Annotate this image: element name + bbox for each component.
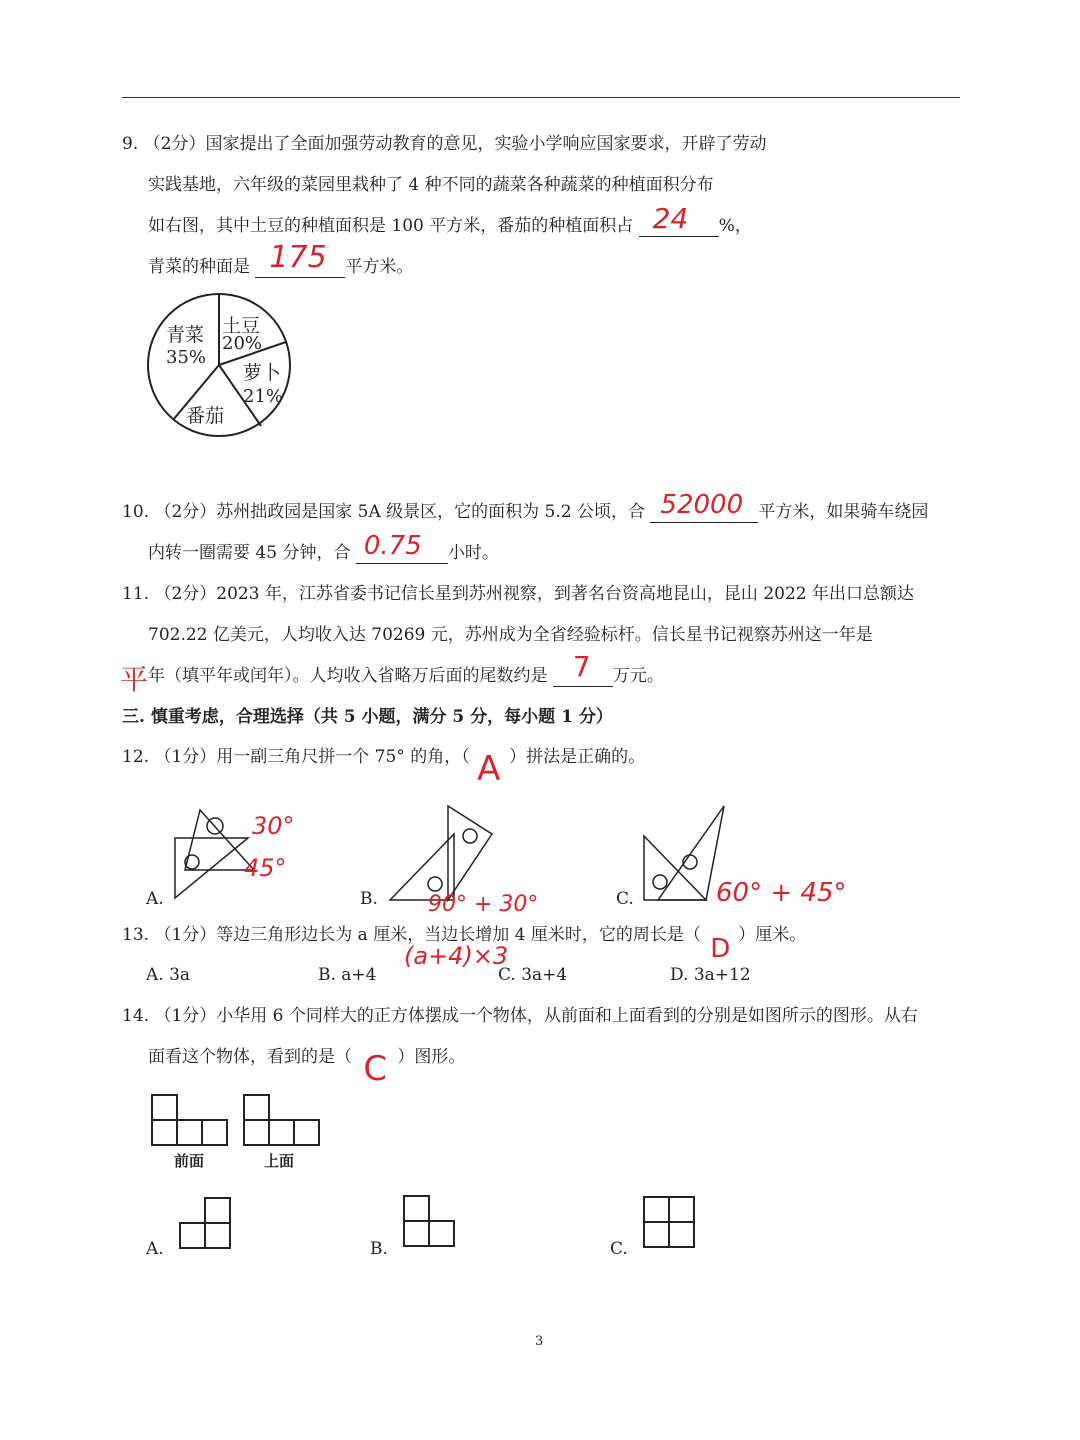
q9-line2: 实践基地，六年级的菜园里栽种了 4 种不同的蔬菜各种蔬菜的种植面积分布 (148, 175, 714, 195)
q11-line3-text: 年（填平年或闰年）。人均收入省略万后面的尾数约是 (148, 666, 548, 686)
q10-blank1[interactable] (650, 490, 758, 523)
q11-answer1: 平 (120, 663, 149, 696)
q10-line1-suffix: 平方米，如果骑车绕园 (758, 502, 929, 522)
q10-line2-suffix: 小时。 (447, 543, 499, 563)
q14-front-label: 前面 (174, 1152, 205, 1170)
q11-blank2[interactable] (553, 650, 613, 687)
q10-answer2: 0.75 (363, 531, 422, 561)
pie-label-tudou: 土豆 (222, 315, 261, 337)
q9-line1: 9. （2分）国家提出了全面加强劳动教育的意见，实验小学响应国家要求，开辟了劳动 (122, 134, 767, 154)
q9-line3-text: 如右图，其中土豆的种植面积是 100 平方米，番茄的种植面积占 (148, 216, 634, 236)
q14-front-view (151, 1094, 233, 1148)
q14-option-a-figure[interactable] (179, 1197, 233, 1251)
q14-answer: C (363, 1049, 388, 1089)
q13-option-b[interactable]: B. a+4 (318, 965, 377, 985)
pie-label-tudou-pct: 20% (222, 333, 263, 354)
q9-line4-suffix: 平方米。 (345, 257, 414, 277)
q12-note-c: 60° + 45° (716, 878, 847, 908)
q11-line3 (148, 650, 664, 687)
q11-line3-suffix: 万元。 (612, 666, 664, 686)
q10-line2-text: 内转一圈需要 45 分钟，合 (148, 543, 351, 563)
q14-line1: 14. （1分）小华用 6 个同样大的正方体摆成一个物体，从前面和上面看到的分别是如图所示的图形。从右 (122, 1006, 918, 1026)
q12-figure-b (388, 804, 498, 904)
q14-top-label: 上面 (264, 1152, 295, 1170)
q9-answer1: 24 (652, 202, 689, 235)
q13-line1-suffix: ）厘米。 (738, 925, 807, 945)
q14-option-c-figure[interactable] (643, 1196, 697, 1250)
q13-option-d[interactable]: D. 3a+12 (670, 965, 751, 985)
q14-top-view (243, 1094, 325, 1148)
q14-option-b[interactable]: B. (370, 1239, 388, 1259)
q9-line4-text: 青菜的种面是 (148, 257, 250, 277)
q9-line3 (148, 202, 752, 237)
q10-line1 (122, 490, 929, 523)
q14-option-a[interactable]: A. (146, 1239, 164, 1259)
pie-label-qingcai: 青菜 (166, 324, 205, 346)
pie-label-qingcai-pct: 35% (166, 347, 207, 368)
q14-line2-suffix: ）图形。 (397, 1047, 466, 1067)
q14-line2-text: 面看这个物体，看到的是（ (148, 1047, 352, 1067)
q13-line1-text: 13. （1分）等边三角形边长为 a 厘米，当边长增加 4 厘米时，它的周长是（ (122, 925, 701, 945)
section3-title: 三. 慎重考虑，合理选择（共 5 小题，满分 5 分，每小题 1 分） (122, 707, 613, 727)
q9-blank1[interactable] (639, 202, 719, 237)
q11-line1: 11. （2分）2023 年，江苏省委书记信长星到苏州视察，到著名台资高地昆山，昆山 2022 年出口总额达 (122, 584, 914, 604)
q12-answer: A (477, 749, 501, 789)
q12-note-b: 90° + 30° (428, 892, 539, 917)
q12-option-a[interactable]: A. (146, 889, 164, 909)
pie-label-luobo: 萝卜 (243, 362, 282, 384)
header-rule (122, 97, 960, 98)
q9-line4 (148, 240, 414, 278)
q9-line3-suffix: %， (718, 216, 752, 236)
q12-option-c[interactable]: C. (616, 889, 634, 909)
q10-line2 (148, 531, 499, 564)
q12-note-a1: 30° (252, 812, 295, 840)
q13-answer: D (710, 934, 731, 964)
pie-label-luobo-pct: 21% (243, 386, 284, 407)
q14-option-c[interactable]: C. (610, 1239, 628, 1259)
q9-answer2: 175 (269, 240, 327, 275)
q12-line1 (122, 746, 646, 789)
pie-label-fanqie: 番茄 (186, 405, 225, 427)
q11-line2: 702.22 亿美元，人均收入达 70269 元，苏州成为全省经验标杆。信长星书记视察苏州这一年是 (148, 625, 873, 645)
page-number: 3 (535, 1334, 544, 1349)
q12-line1-text: 12. （1分）用一副三角尺拼一个 75° 的角，（ (122, 747, 470, 767)
q13-note: (a+4)×3 (404, 942, 509, 970)
q10-blank2[interactable] (356, 531, 448, 564)
q12-line1-suffix: ）拼法是正确的。 (509, 747, 646, 767)
q13-option-c[interactable]: C. 3a+4 (498, 965, 568, 985)
q13-option-a[interactable]: A. 3a (146, 965, 191, 985)
q14-option-b-figure[interactable] (403, 1195, 457, 1249)
q9-blank2[interactable] (255, 240, 345, 278)
q11-answer2: 7 (572, 650, 591, 683)
q12-option-b[interactable]: B. (360, 889, 378, 909)
q10-line1-text: 10. （2分）苏州拙政园是国家 5A 级景区，它的面积为 5.2 公顷，合 (122, 502, 645, 522)
q10-answer1: 52000 (660, 490, 744, 520)
q14-line2 (148, 1046, 466, 1089)
q12-note-a2: 45° (244, 854, 287, 882)
